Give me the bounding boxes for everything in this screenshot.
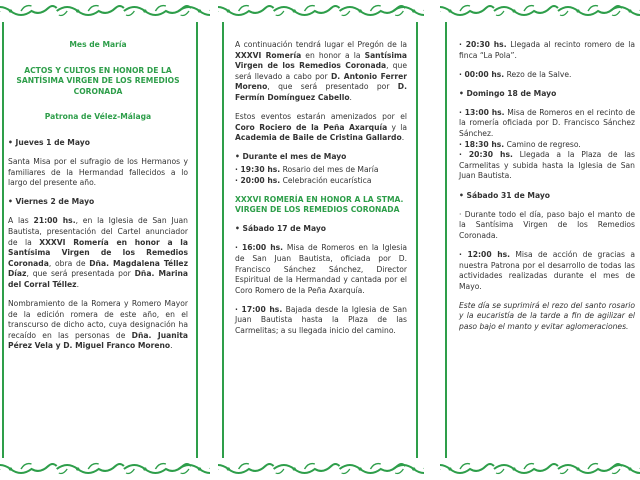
nombramiento-text: Nombramiento de la Romera y Romero Mayor de la edición romera de este año, en el transcurso de dicho acto, cuya designación ha recaído en las personas de Dña. Juanita Pérez Vela y D. Miguel Franco Moreno.: [8, 299, 188, 351]
month-heading: Mes de María: [69, 40, 127, 49]
mes-heading: • Durante el mes de Mayo: [235, 152, 347, 162]
panel-right: [440, 0, 640, 480]
ornament-bottom-center: [218, 458, 424, 480]
main-title: ACTOS Y CULTOS EN HONOR DE LA SANTÍSIMA VIRGEN DE LOS REMEDIOS CORONADA: [16, 65, 180, 96]
mes-line-1: · 19:30 hs. Rosario del mes de María: [235, 164, 379, 174]
border-right-left: [445, 22, 447, 458]
viernes-text: A las 21:00 hs., en la Iglesia de San Juan Bautista, presentación del Cartel anunciador de la XXXVI Romería en honor a la Santísima Virgen de los Remedios Coronada, obra de Dña. Magdalena Téllez Díaz, que será presentada por Dña. Marina del Corral Téllez.: [8, 216, 189, 289]
domingo18-heading: • Domingo 18 de Mayo: [459, 88, 557, 98]
border-center-left: [222, 22, 224, 458]
closing-note: Este día se suprimirá el rezo del santo rosario y la eucaristía de la tarde a fin de agilizar el paso bajo el manto y evitar aglomeraciones.: [459, 300, 635, 331]
domingo-item-2: · 18:30 hs. Camino de regreso.: [459, 139, 581, 149]
ornament-top-right: [440, 0, 640, 22]
sabado31-heading: • Sábado 31 de Mayo: [459, 190, 551, 200]
mes-line-2: · 20:00 hs. Celebración eucarística: [235, 175, 372, 185]
amenizados-text: Estos eventos estarán amenizados por el Coro Rociero de la Peña Axarquía y la Academia de Baile de Cristina Gallardo.: [235, 112, 407, 143]
jueves-heading: • Jueves 1 de Mayo: [8, 137, 90, 147]
pola-item: · 20:30 hs. Llegada al recinto romero de la finca “La Pola”.: [459, 40, 635, 60]
domingo-item-3: · 20:30 hs. Llegada a la Plaza de las Carmelitas y subida hasta la Iglesia de San Juan Bautista.: [459, 150, 635, 181]
pregon-text: A continuación tendrá lugar el Pregón de la XXXVI Romería en honor a la Santísima Virgen de los Remedios Coronada, que será llevado a cabo por D. Antonio Ferrer Moreno, que será presentado por D. Fermín Domínguez Cabello.: [235, 40, 407, 102]
salve-item: · 00:00 hs. Rezo de la Salve.: [459, 69, 572, 79]
column-1: [8, 40, 188, 361]
domingo-item-1: · 13:00 hs. Misa de Romeros en el recinto de la romería oficiada por D. Francisco Sánchez Sánchez.: [459, 107, 635, 139]
border-center-right: [416, 22, 418, 458]
sabado17-heading: • Sábado 17 de Mayo: [235, 224, 327, 234]
panel-left: [0, 0, 210, 480]
border-left-outer: [2, 22, 4, 458]
sabado17-item-2: · 17:00 hs. Bajada desde la Iglesia de San Juan Bautista hasta la Plaza de las Carmelitas; a su llegada inicio del camino.: [235, 304, 407, 336]
column-3: [459, 40, 635, 341]
column-2: [235, 40, 407, 345]
ornament-top-left: [0, 0, 210, 22]
sabado31-item-1: · Durante todo el día, paso bajo el manto de la Santísima Virgen de los Remedios Coronada.: [459, 209, 635, 240]
sabado17-item-1: · 16:00 hs. Misa de Romeros en la Iglesia de San Juan Bautista, oficiada por D. Francisco Sánchez Sánchez, Director Espiritual de la Hermandad y cantada por el Coro Romero de la Peña Axarquía.: [235, 243, 408, 295]
ornament-bottom-left: [0, 458, 210, 480]
border-left-inner: [196, 22, 198, 458]
panel-center: [218, 0, 424, 480]
ornament-top-center: [218, 0, 424, 22]
ornament-bottom-right: [440, 458, 640, 480]
patrona-subtitle: Patrona de Vélez-Málaga: [44, 112, 152, 122]
sabado31-item-2: · 12:00 hs. Misa de acción de gracias a nuestra Patrona por el desarrollo de todas las actividades realizadas durante el mes de Mayo.: [459, 249, 635, 291]
viernes-heading: • Viernes 2 de Mayo: [8, 197, 95, 207]
jueves-text: Santa Misa por el sufragio de los Hermanos y familiares de la Hermandad fallecidos a lo largo del presente año.: [8, 157, 188, 188]
romeria-title: XXXVI ROMERÍA EN HONOR A LA STMA. VIRGEN DE LOS REMEDIOS CORONADA: [235, 194, 404, 215]
